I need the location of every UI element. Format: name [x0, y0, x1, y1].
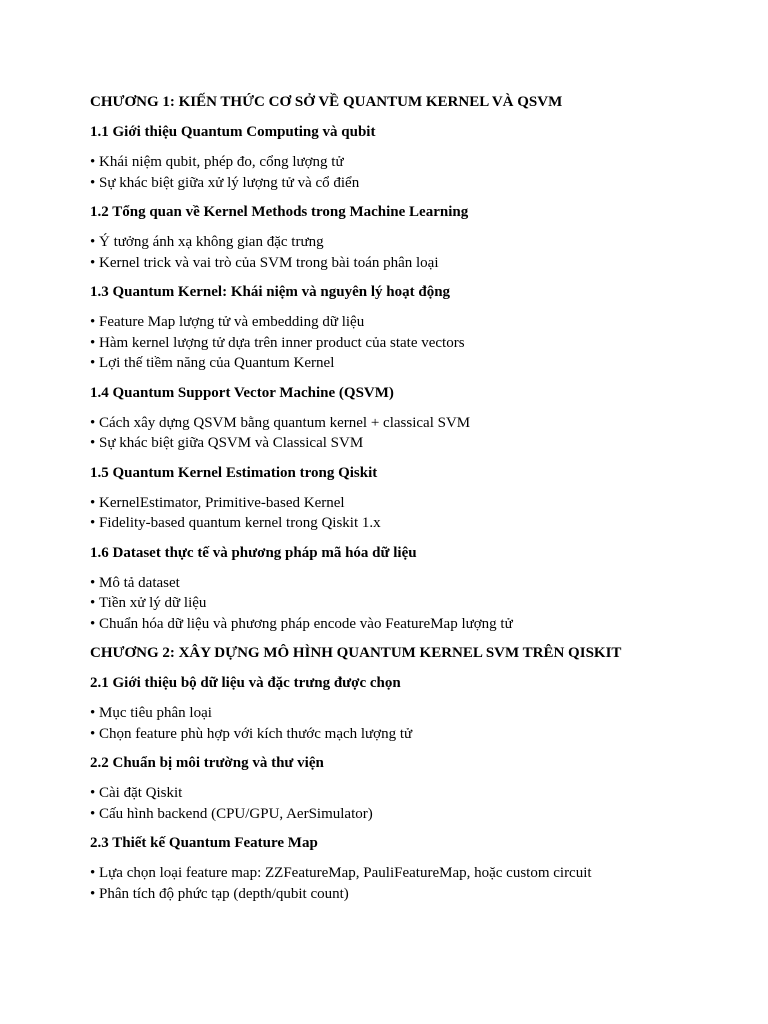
bullet-item: • Cách xây dựng QSVM bằng quantum kernel + classical SVM	[90, 413, 730, 434]
bullet-item: • Tiền xử lý dữ liệu	[90, 593, 730, 614]
bullet-item: • Cài đặt Qiskit	[90, 783, 730, 804]
bullet-item: • Sự khác biệt giữa QSVM và Classical SVM	[90, 433, 730, 454]
chapter-2-title: CHƯƠNG 2: XÂY DỰNG MÔ HÌNH QUANTUM KERNEL SVM TRÊN QISKIT	[90, 645, 622, 661]
section-1-2-bullets	[90, 232, 730, 273]
bullet-item: • Mô tả dataset	[90, 573, 730, 594]
section-2-3-title: 2.3 Thiết kế Quantum Feature Map	[90, 835, 318, 851]
bullet-item: • Ý tưởng ánh xạ không gian đặc trưng	[90, 232, 730, 253]
section-2-1-title: 2.1 Giới thiệu bộ dữ liệu và đặc trưng được chọn	[90, 675, 401, 691]
section-2-2-bullets	[90, 783, 730, 824]
section-1-4-title: 1.4 Quantum Support Vector Machine (QSVM)	[90, 384, 394, 401]
bullet-item: • Phân tích độ phức tạp (depth/qubit count)	[90, 884, 730, 905]
bullet-item: • Cấu hình backend (CPU/GPU, AerSimulator)	[90, 804, 730, 825]
bullet-item: • Feature Map lượng tử và embedding dữ liệu	[90, 312, 730, 333]
section-1-5-bullets	[90, 493, 730, 534]
section-2-3-bullets	[90, 863, 730, 904]
bullet-item: • Chọn feature phù hợp với kích thước mạch lượng tử	[90, 724, 730, 745]
section-1-3-title: 1.3 Quantum Kernel: Khái niệm và nguyên lý hoạt động	[90, 284, 451, 300]
bullet-item: • Sự khác biệt giữa xử lý lượng tử và cổ điển	[90, 173, 730, 194]
bullet-item: • Khái niệm qubit, phép đo, cổng lượng tử	[90, 152, 730, 173]
bullet-item: • Kernel trick và vai trò của SVM trong bài toán phân loại	[90, 253, 730, 274]
bullet-item: • Lợi thế tiềm năng của Quantum Kernel	[90, 353, 730, 374]
bullet-item: • KernelEstimator, Primitive-based Kernel	[90, 493, 730, 514]
section-1-2-title: 1.2 Tổng quan về Kernel Methods trong Machine Learning	[90, 204, 469, 220]
section-1-6-title: 1.6 Dataset thực tế và phương pháp mã hóa dữ liệu	[90, 544, 417, 561]
section-1-6-bullets	[90, 573, 730, 635]
bullet-item: • Chuẩn hóa dữ liệu và phương pháp encode vào FeatureMap lượng tử	[90, 614, 730, 635]
section-1-4-bullets	[90, 413, 730, 454]
section-1-3-bullets	[90, 312, 730, 374]
bullet-item: • Hàm kernel lượng tử dựa trên inner product của state vectors	[90, 333, 730, 354]
bullet-item: • Fidelity-based quantum kernel trong Qiskit 1.x	[90, 513, 730, 534]
bullet-item: • Mục tiêu phân loại	[90, 703, 730, 724]
section-1-1-bullets	[90, 152, 730, 193]
chapter-1-title: CHƯƠNG 1: KIẾN THỨC CƠ SỞ VỀ QUANTUM KERNEL VÀ QSVM	[90, 94, 563, 110]
section-2-2-title: 2.2 Chuẩn bị môi trường và thư viện	[90, 755, 324, 771]
bullet-item: • Lựa chọn loại feature map: ZZFeatureMap, PauliFeatureMap, hoặc custom circuit	[90, 863, 730, 884]
section-1-5-title: 1.5 Quantum Kernel Estimation trong Qiskit	[90, 464, 378, 481]
section-1-1-title: 1.1 Giới thiệu Quantum Computing và qubit	[90, 124, 376, 140]
document-page	[90, 92, 730, 913]
section-2-1-bullets	[90, 703, 730, 744]
